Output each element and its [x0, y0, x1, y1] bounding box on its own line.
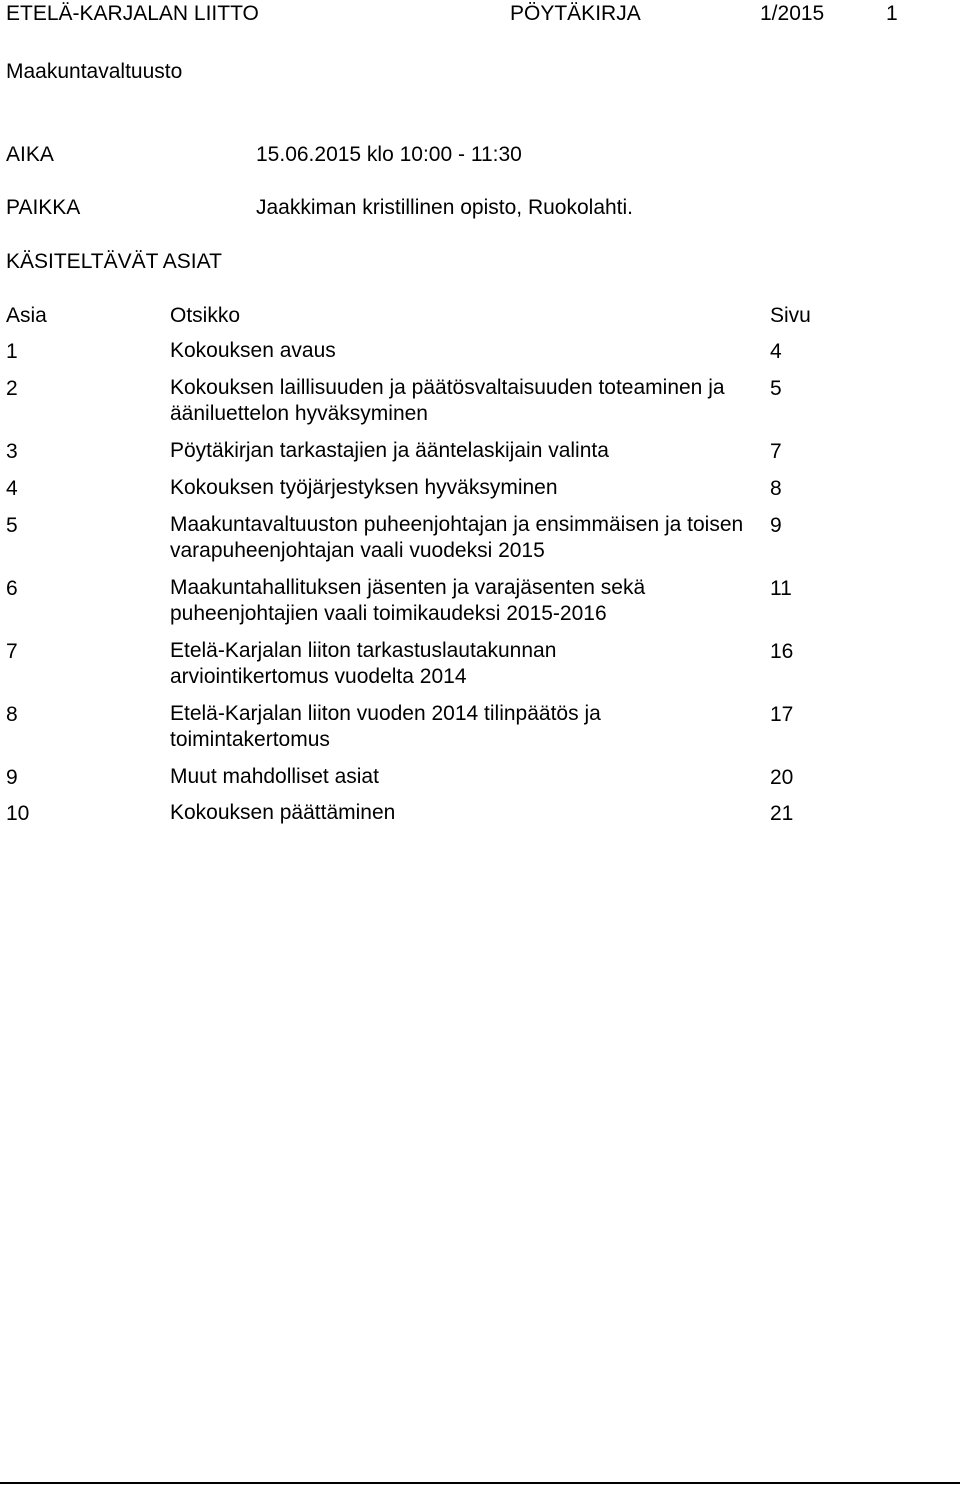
column-header-title: Otsikko: [170, 304, 241, 327]
agenda-row-title: Muut mahdolliset asiat: [170, 765, 379, 788]
page-number: 1: [886, 2, 898, 25]
time-value: 15.06.2015 klo 10:00 - 11:30: [256, 143, 522, 166]
place-value: Jaakkiman kristillinen opisto, Ruokolahti.: [256, 196, 634, 219]
agenda-row-number: 1: [6, 340, 18, 363]
agenda-row-page: 20: [770, 766, 794, 789]
agenda-row-title: Etelä-Karjalan liiton tarkastuslautakunnan arviointikertomus vuodelta 2014: [170, 639, 557, 688]
agenda-row-title: Etelä-Karjalan liiton vuoden 2014 tilinpäätös ja toimintakertomus: [170, 702, 601, 751]
agenda-row-number: 4: [6, 477, 18, 500]
agenda-row-page: 11: [770, 577, 792, 600]
agenda-row-page: 16: [770, 640, 794, 663]
column-header-page: Sivu: [770, 304, 811, 327]
agenda-row-number: 9: [6, 766, 18, 789]
bottom-divider: [0, 1482, 960, 1484]
agenda-row-page: 17: [770, 703, 794, 726]
agenda-row-page: 4: [770, 340, 782, 363]
time-label: AIKA: [6, 143, 54, 166]
agenda-row-title: Kokouksen avaus: [170, 339, 336, 362]
agenda-row-page: 21: [770, 802, 794, 825]
agenda-row-page: 7: [770, 440, 782, 463]
agenda-row-number: 7: [6, 640, 18, 663]
agenda-row-page: 9: [770, 514, 782, 537]
place-label: PAIKKA: [6, 196, 81, 219]
agenda-row-title: Kokouksen laillisuuden ja päätösvaltaisuuden toteaminen ja ääniluettelon hyväksyminen: [170, 376, 725, 425]
document-type: PÖYTÄKIRJA: [510, 2, 641, 25]
agenda-row-page: 8: [770, 477, 782, 500]
agenda-row-number: 2: [6, 377, 18, 400]
agenda-row-title: Pöytäkirjan tarkastajien ja ääntelaskijain valinta: [170, 439, 609, 462]
agenda-row-number: 6: [6, 577, 18, 600]
agenda-row-number: 3: [6, 440, 18, 463]
agenda-row-title: Maakuntavaltuuston puheenjohtajan ja ensimmäisen ja toisen varapuheenjohtajan vaali vuodeksi 2015: [170, 513, 744, 562]
agenda-heading: KÄSITELTÄVÄT ASIAT: [6, 250, 222, 273]
agenda-row-title: Maakuntahallituksen jäsenten ja varajäsenten sekä puheenjohtajien vaali toimikaudeksi 2015-2016: [170, 576, 646, 625]
agenda-row-number: 5: [6, 514, 18, 537]
agenda-row-title: Kokouksen työjärjestyksen hyväksyminen: [170, 476, 558, 499]
column-header-item: Asia: [6, 304, 47, 327]
document-number: 1/2015: [760, 2, 825, 25]
body-name: Maakuntavaltuusto: [6, 60, 183, 83]
agenda-row-page: 5: [770, 377, 782, 400]
agenda-row-title: Kokouksen päättäminen: [170, 801, 396, 824]
agenda-row-number: 10: [6, 802, 30, 825]
agenda-row-number: 8: [6, 703, 18, 726]
organization-name: ETELÄ-KARJALAN LIITTO: [6, 2, 259, 25]
